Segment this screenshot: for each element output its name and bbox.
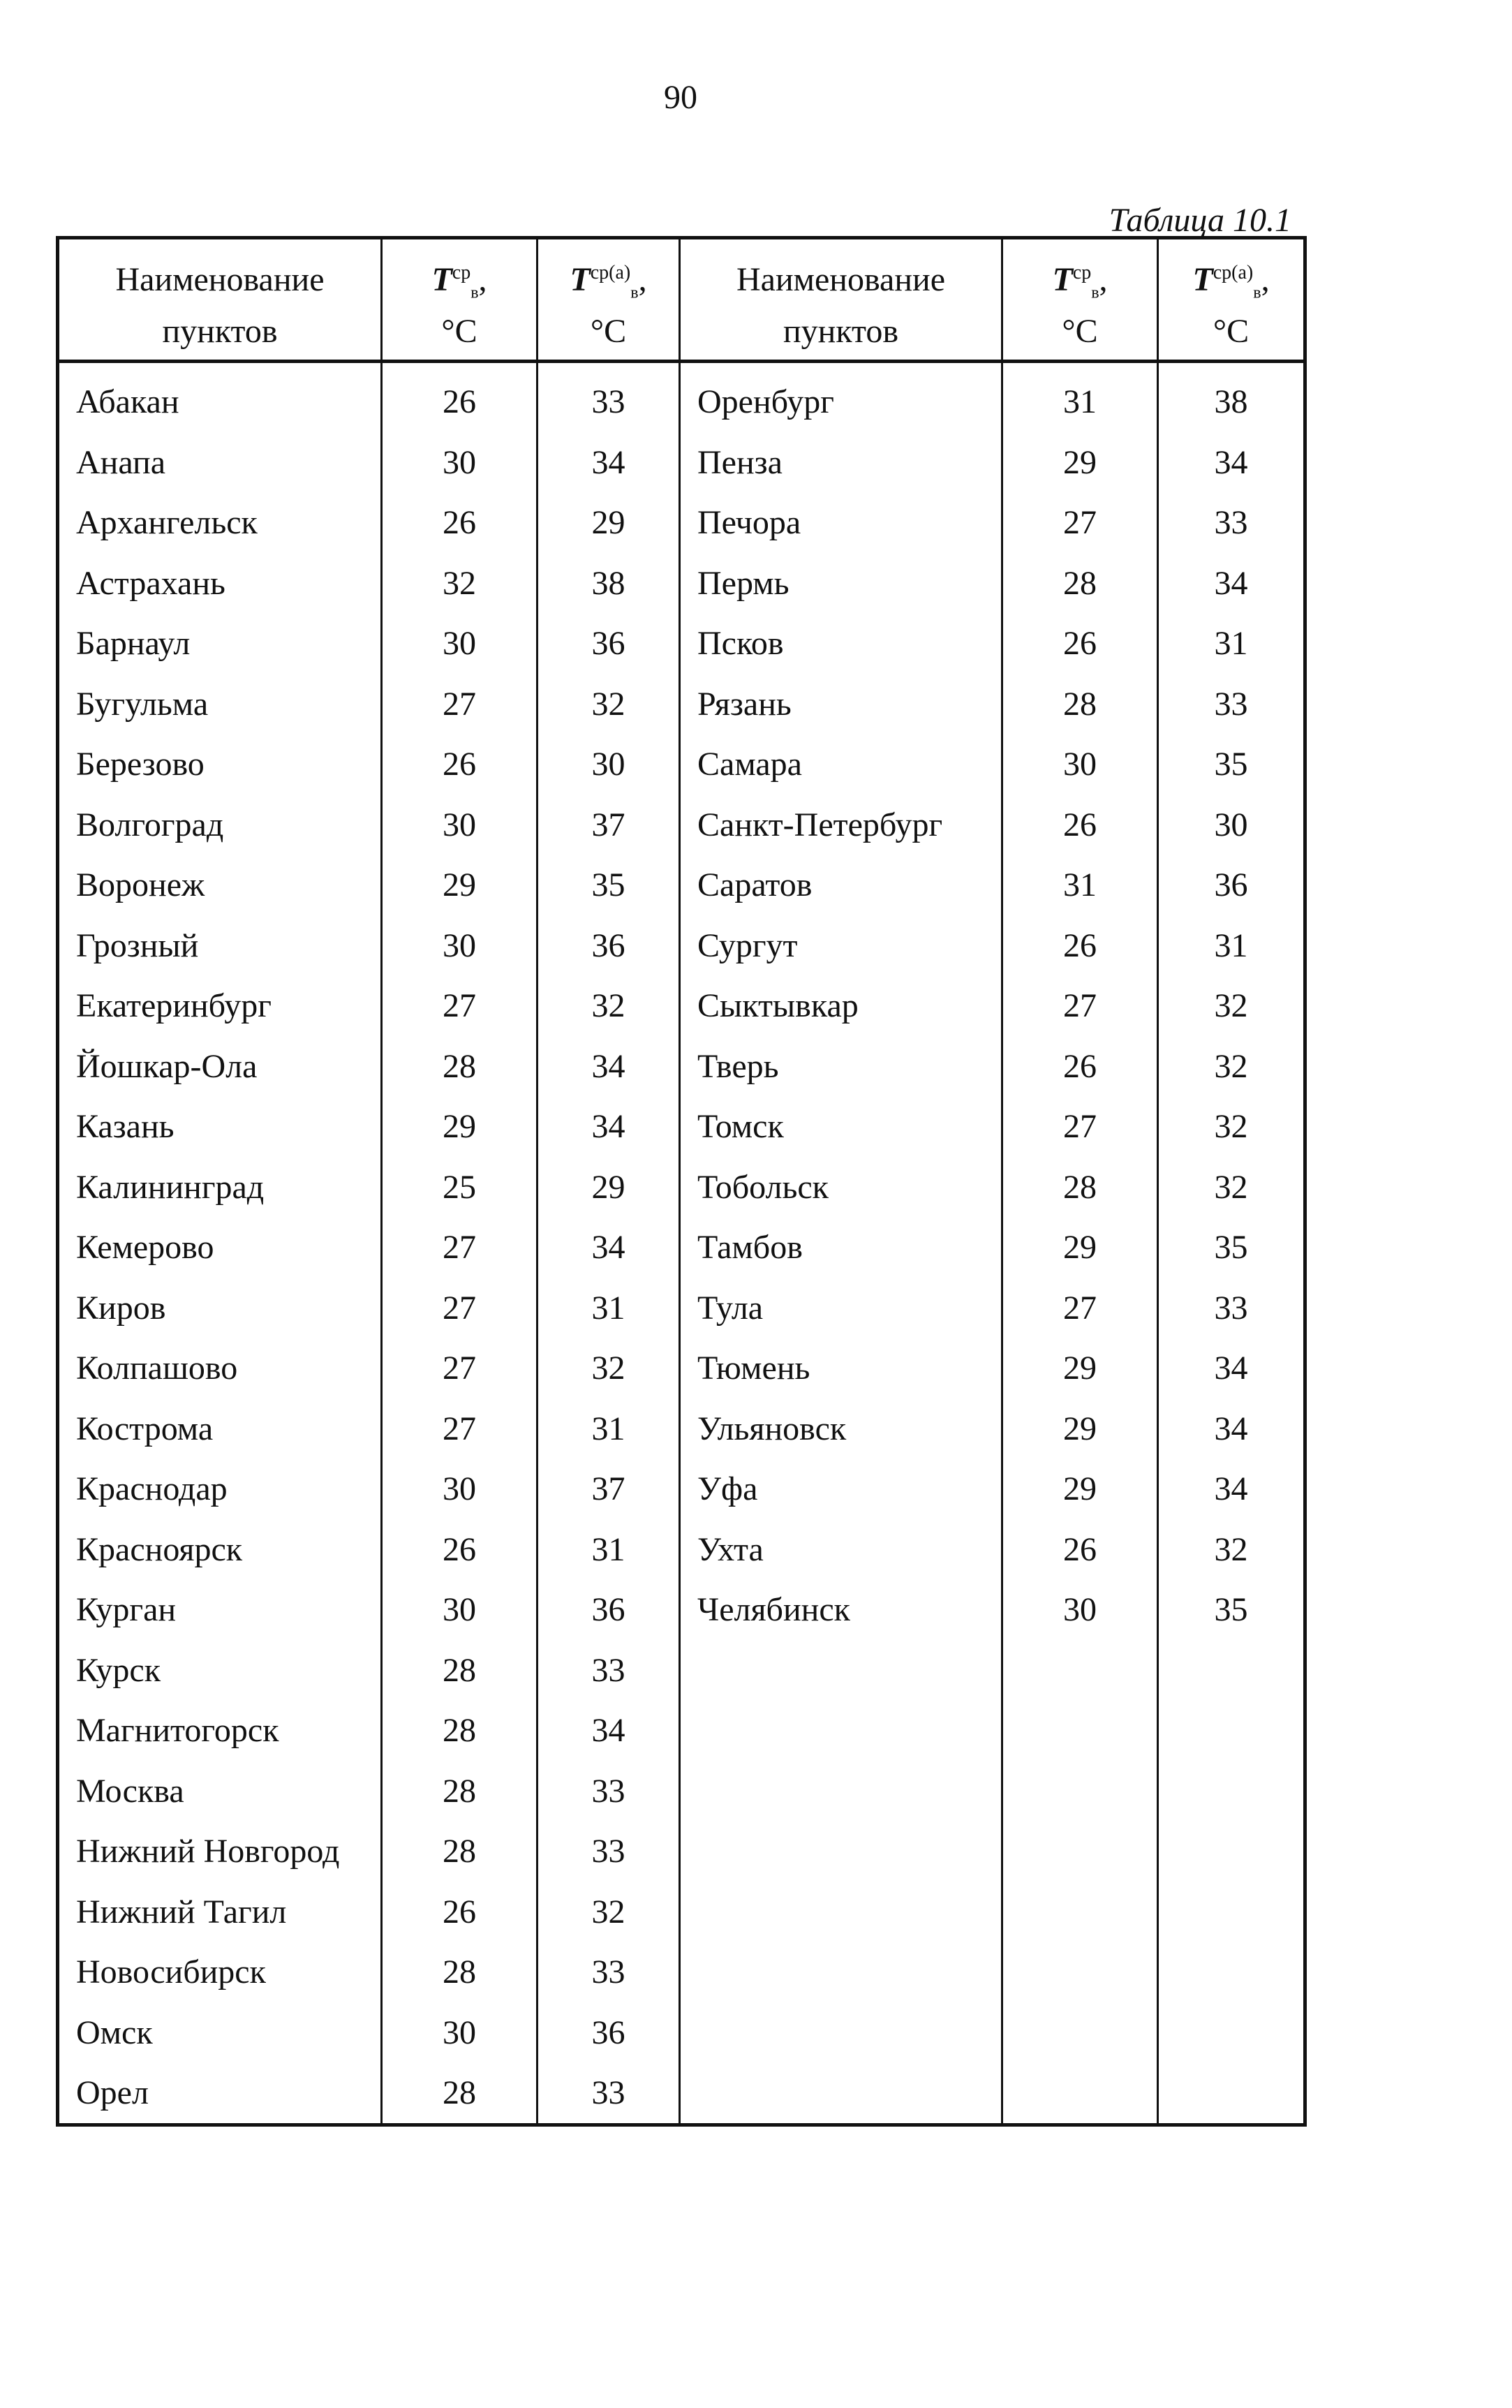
city-name-cell: Барнаул bbox=[76, 625, 191, 662]
header-name-line2: пунктов bbox=[783, 313, 899, 350]
t-symbol: T bbox=[1052, 261, 1073, 298]
right-name-column bbox=[681, 372, 1001, 1641]
city-name-cell: Москва bbox=[76, 1772, 184, 1810]
temp-a-cell: 34 bbox=[1214, 1470, 1248, 1507]
header-name-left bbox=[59, 239, 380, 360]
city-name-cell: Пенза bbox=[697, 443, 783, 481]
temp-a-cell: 33 bbox=[591, 2074, 625, 2111]
temp-a-cell: 33 bbox=[591, 1953, 625, 1990]
city-name-cell: Киров bbox=[76, 1289, 166, 1327]
temp-cell: 30 bbox=[443, 1591, 476, 1628]
city-name-cell: Саратов bbox=[697, 866, 813, 903]
temp-cell: 25 bbox=[443, 1168, 476, 1206]
temp-cell: 27 bbox=[1063, 987, 1097, 1024]
city-name-cell: Кострома bbox=[76, 1410, 214, 1447]
temp-cell: 27 bbox=[443, 1289, 476, 1327]
temp-a-cell: 34 bbox=[591, 1047, 625, 1085]
temp-cell: 27 bbox=[1063, 1289, 1097, 1327]
temp-a-cell: 36 bbox=[591, 926, 625, 964]
city-name-cell: Анапа bbox=[76, 443, 166, 481]
temp-cell: 26 bbox=[443, 383, 476, 420]
temp-cell: 27 bbox=[443, 987, 476, 1024]
temp-a-cell: 35 bbox=[1214, 1591, 1248, 1628]
left-name-column bbox=[59, 372, 380, 2124]
header-unit: °С bbox=[590, 313, 627, 350]
city-name-cell: Челябинск bbox=[697, 1591, 850, 1628]
city-name-cell: Красноярск bbox=[76, 1530, 243, 1568]
temp-cell: 31 bbox=[1063, 383, 1097, 420]
temp-cell: 30 bbox=[443, 1470, 476, 1507]
temp-a-cell: 37 bbox=[591, 1470, 625, 1507]
city-name-cell: Псков bbox=[697, 625, 784, 662]
left-ta-column bbox=[538, 372, 679, 2124]
city-name-cell: Кемерово bbox=[76, 1229, 214, 1266]
temp-cell: 27 bbox=[443, 1350, 476, 1387]
temp-cell: 29 bbox=[443, 866, 476, 903]
temp-a-cell: 31 bbox=[591, 1530, 625, 1568]
t-a-sup: ср(a) bbox=[590, 262, 631, 283]
temp-cell: 26 bbox=[1063, 806, 1097, 843]
temp-cell: 27 bbox=[443, 685, 476, 723]
city-name-cell: Сыктывкар bbox=[697, 987, 859, 1024]
temp-a-cell: 32 bbox=[591, 1893, 625, 1930]
t-symbol: T bbox=[570, 261, 591, 298]
temp-a-cell: 35 bbox=[1214, 746, 1248, 783]
temp-cell: 28 bbox=[443, 1953, 476, 1990]
temp-cell: 28 bbox=[443, 1772, 476, 1810]
city-name-cell: Томск bbox=[697, 1108, 784, 1145]
right-t-column bbox=[1003, 372, 1157, 1641]
temp-cell: 27 bbox=[443, 1410, 476, 1447]
temp-a-cell: 34 bbox=[591, 1712, 625, 1749]
temp-cell: 28 bbox=[443, 1047, 476, 1085]
city-name-cell: Бугульма bbox=[76, 685, 209, 723]
city-name-cell: Абакан bbox=[76, 383, 179, 420]
temp-cell: 29 bbox=[1063, 1229, 1097, 1266]
t-sup: ср bbox=[1072, 262, 1092, 283]
table-caption: Таблица 10.1 bbox=[1109, 202, 1291, 239]
t-comma: , bbox=[1261, 261, 1270, 298]
city-name-cell: Омск bbox=[76, 2014, 153, 2051]
city-name-cell: Ульяновск bbox=[697, 1410, 847, 1447]
header-divider bbox=[59, 360, 1303, 363]
city-name-cell: Йошкар-Ола bbox=[76, 1047, 258, 1085]
temp-a-cell: 33 bbox=[1214, 1289, 1248, 1327]
temp-cell: 26 bbox=[443, 1530, 476, 1568]
temp-cell: 30 bbox=[443, 926, 476, 964]
city-name-cell: Краснодар bbox=[76, 1470, 228, 1507]
temp-a-cell: 38 bbox=[1214, 383, 1248, 420]
t-comma: , bbox=[638, 261, 647, 298]
city-name-cell: Тамбов bbox=[697, 1229, 803, 1266]
left-t-column bbox=[383, 372, 536, 2124]
temp-a-cell: 30 bbox=[1214, 806, 1248, 843]
temp-cell: 26 bbox=[1063, 1530, 1097, 1568]
temp-cell: 29 bbox=[1063, 1350, 1097, 1387]
temp-cell: 26 bbox=[443, 1893, 476, 1930]
city-name-cell: Санкт-Петербург bbox=[697, 806, 943, 843]
city-name-cell: Магнитогорск bbox=[76, 1712, 279, 1749]
temp-a-cell: 32 bbox=[591, 1350, 625, 1387]
t-sub: в bbox=[1091, 283, 1099, 302]
temp-a-cell: 34 bbox=[591, 1229, 625, 1266]
city-name-cell: Воронеж bbox=[76, 866, 205, 903]
city-name-cell: Орел bbox=[76, 2074, 149, 2111]
city-name-cell: Курск bbox=[76, 1651, 161, 1689]
t-symbol: T bbox=[1192, 261, 1213, 298]
t-sub: в bbox=[1253, 283, 1261, 302]
city-name-cell: Сургут bbox=[697, 926, 798, 964]
temp-cell: 27 bbox=[1063, 1108, 1097, 1145]
temp-cell: 30 bbox=[443, 625, 476, 662]
header-unit: °С bbox=[441, 313, 477, 350]
city-name-cell: Нижний Новгород bbox=[76, 1833, 340, 1870]
temp-a-cell: 36 bbox=[591, 1591, 625, 1628]
city-name-cell: Архангельск bbox=[76, 504, 258, 541]
temp-a-cell: 37 bbox=[591, 806, 625, 843]
temp-cell: 30 bbox=[1063, 746, 1097, 783]
temp-a-cell: 32 bbox=[591, 987, 625, 1024]
city-name-cell: Самара bbox=[697, 746, 802, 783]
temp-a-cell: 30 bbox=[591, 746, 625, 783]
temp-a-cell: 32 bbox=[1214, 1530, 1248, 1568]
temp-a-cell: 29 bbox=[591, 1168, 625, 1206]
temp-cell: 29 bbox=[1063, 1470, 1097, 1507]
t-comma: , bbox=[1099, 261, 1108, 298]
temp-a-cell: 32 bbox=[591, 685, 625, 723]
city-name-cell: Колпашово bbox=[76, 1350, 238, 1387]
temp-a-cell: 38 bbox=[591, 564, 625, 602]
t-symbol: T bbox=[431, 261, 452, 298]
city-name-cell: Новосибирск bbox=[76, 1953, 266, 1990]
temp-cell: 28 bbox=[1063, 1168, 1097, 1206]
city-name-cell: Астрахань bbox=[76, 564, 225, 602]
temp-a-cell: 32 bbox=[1214, 1108, 1248, 1145]
header-t-left bbox=[383, 239, 536, 360]
temp-cell: 30 bbox=[1063, 1591, 1097, 1628]
city-name-cell: Пермь bbox=[697, 564, 790, 602]
temp-a-cell: 34 bbox=[1214, 1350, 1248, 1387]
temp-cell: 26 bbox=[1063, 625, 1097, 662]
temp-cell: 29 bbox=[1063, 1410, 1097, 1447]
temp-cell: 30 bbox=[443, 806, 476, 843]
city-name-cell: Березово bbox=[76, 746, 205, 783]
city-name-cell: Тобольск bbox=[697, 1168, 829, 1206]
t-sup: ср bbox=[452, 262, 471, 283]
temp-a-cell: 36 bbox=[591, 2014, 625, 2051]
temp-a-cell: 31 bbox=[1214, 926, 1248, 964]
temp-a-cell: 33 bbox=[591, 1833, 625, 1870]
city-name-cell: Нижний Тагил bbox=[76, 1893, 287, 1930]
city-name-cell: Курган bbox=[76, 1591, 177, 1628]
climate-table bbox=[56, 236, 1307, 2127]
temp-a-cell: 31 bbox=[591, 1289, 625, 1327]
temp-cell: 32 bbox=[443, 564, 476, 602]
temp-cell: 28 bbox=[443, 1833, 476, 1870]
temp-cell: 26 bbox=[443, 504, 476, 541]
header-name-right bbox=[681, 239, 1001, 360]
t-a-sup: ср(a) bbox=[1213, 262, 1254, 283]
temp-a-cell: 36 bbox=[591, 625, 625, 662]
city-name-cell: Рязань bbox=[697, 685, 792, 723]
temp-a-cell: 31 bbox=[1214, 625, 1248, 662]
t-sub: в bbox=[630, 283, 639, 302]
page-number: 90 bbox=[664, 79, 697, 116]
temp-cell: 31 bbox=[1063, 866, 1097, 903]
temp-cell: 28 bbox=[443, 2074, 476, 2111]
temp-cell: 29 bbox=[443, 1108, 476, 1145]
city-name-cell: Уфа bbox=[697, 1470, 758, 1507]
city-name-cell: Грозный bbox=[76, 926, 199, 964]
temp-cell: 29 bbox=[1063, 443, 1097, 481]
header-unit: °С bbox=[1213, 313, 1250, 350]
temp-cell: 28 bbox=[443, 1651, 476, 1689]
t-comma: , bbox=[478, 261, 487, 298]
city-name-cell: Тверь bbox=[697, 1047, 779, 1085]
city-name-cell: Тула bbox=[697, 1289, 764, 1327]
temp-a-cell: 29 bbox=[591, 504, 625, 541]
temp-a-cell: 33 bbox=[1214, 685, 1248, 723]
temp-a-cell: 34 bbox=[1214, 564, 1248, 602]
temp-cell: 26 bbox=[1063, 926, 1097, 964]
temp-cell: 30 bbox=[443, 2014, 476, 2051]
temp-a-cell: 33 bbox=[591, 1651, 625, 1689]
header-name-line1: Наименование bbox=[736, 261, 946, 298]
city-name-cell: Ухта bbox=[697, 1530, 764, 1568]
temp-a-cell: 35 bbox=[591, 866, 625, 903]
right-ta-column bbox=[1159, 372, 1303, 1641]
temp-cell: 30 bbox=[443, 443, 476, 481]
t-sub: в bbox=[470, 283, 479, 302]
temp-a-cell: 31 bbox=[591, 1410, 625, 1447]
temp-a-cell: 32 bbox=[1214, 1168, 1248, 1206]
temp-a-cell: 34 bbox=[591, 1108, 625, 1145]
city-name-cell: Тюмень bbox=[697, 1350, 810, 1387]
temp-cell: 27 bbox=[1063, 504, 1097, 541]
header-ta-right bbox=[1159, 239, 1303, 360]
city-name-cell: Казань bbox=[76, 1108, 175, 1145]
header-ta-left bbox=[538, 239, 679, 360]
temp-a-cell: 34 bbox=[1214, 1410, 1248, 1447]
temp-a-cell: 32 bbox=[1214, 987, 1248, 1024]
header-unit: °С bbox=[1062, 313, 1098, 350]
city-name-cell: Оренбург bbox=[697, 383, 834, 420]
temp-a-cell: 36 bbox=[1214, 866, 1248, 903]
temp-a-cell: 32 bbox=[1214, 1047, 1248, 1085]
temp-cell: 26 bbox=[1063, 1047, 1097, 1085]
city-name-cell: Екатеринбург bbox=[76, 987, 272, 1024]
header-t-right bbox=[1003, 239, 1157, 360]
city-name-cell: Печора bbox=[697, 504, 801, 541]
temp-cell: 28 bbox=[1063, 564, 1097, 602]
temp-cell: 28 bbox=[443, 1712, 476, 1749]
temp-a-cell: 33 bbox=[1214, 504, 1248, 541]
temp-a-cell: 33 bbox=[591, 1772, 625, 1810]
temp-a-cell: 34 bbox=[591, 443, 625, 481]
city-name-cell: Калининград bbox=[76, 1168, 265, 1206]
header-name-line2: пунктов bbox=[162, 313, 278, 350]
city-name-cell: Волгоград bbox=[76, 806, 224, 843]
temp-cell: 27 bbox=[443, 1229, 476, 1266]
temp-cell: 26 bbox=[443, 746, 476, 783]
temp-a-cell: 35 bbox=[1214, 1229, 1248, 1266]
temp-a-cell: 33 bbox=[591, 383, 625, 420]
header-name-line1: Наименование bbox=[115, 261, 325, 298]
temp-a-cell: 34 bbox=[1214, 443, 1248, 481]
temp-cell: 28 bbox=[1063, 685, 1097, 723]
